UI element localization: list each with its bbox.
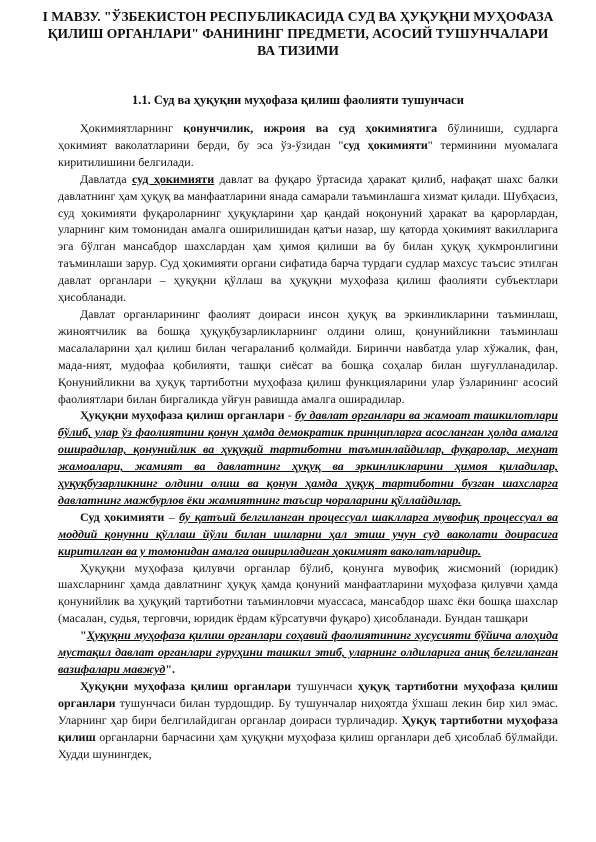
text-run: - xyxy=(284,408,296,423)
paragraph-4 xyxy=(58,407,558,508)
bold-term: Ҳуқуқ тартиботни муҳофаза қилиш xyxy=(58,712,558,744)
paragraph-3 xyxy=(58,306,558,407)
bold-underlined-term: суд ҳокимияти xyxy=(131,171,215,186)
paragraph-1 xyxy=(58,120,558,171)
text-run: " терминини муомалага киритилишини белгилади. xyxy=(58,137,558,169)
definition-text: бу давлат органлари ва жамоат ташкилотлари бўлиб, улар ўз фаолиятини қонун ҳамда демократик принципларга асосланган ҳолда амалга оширадилар, қонунийлик ва ҳуқуқий тартиботни таъминлайдилар, фуқаролар, меҳнат жамоалари, жамият ва давлатнинг ҳуқуқ ва эркинликларини ҳимоя қиладилар, ҳуқуқбузарликнинг олдини олиш ва қонун ҳамда ҳуқуқ тартиботни бузган шахсларга давлатнинг мажбурлов ёки жамиятнинг таъсир чораларини қўллайдилар. xyxy=(58,408,558,507)
text-run: Ҳуқуқни муҳофаза қилувчи органлар бўлиб, қонунга мувофиқ жисмоний (юридик) шахсларнинг ҳамда давлатнинг ҳуқуқ ҳамда қонуний манфаатларини муҳофаза қилувчи ҳамда қонунийлик ва ҳуқуқий тартиботни таъминловчи муассаса, мансабдор шахс ёки бошқа шахслар (масалан, судья, терговчи, юридик ёрдам кўрсатувчи фуқаро) ҳисобланади. Бундан ташқари xyxy=(58,560,558,626)
definition-text: бу қатъий белгиланган процессуал шаклларга мувофиқ процессуал ва моддий қонунни қўллаш йўли билан ишларни ҳал этиш учун суд ваколати доирасига киритилган ва у томонидан амалга ошириладиган ҳокимият ваколатларидир. xyxy=(58,509,559,558)
quoted-definition: Ҳуқуқни муҳофаза қилиш органлари соҳавий фаолиятининг хусусияти бўйича алоҳида мустақил давлат органлари гуруҳини ташкил этиб, уларнинг олдиларига аниқ белгиланган вазифалари мавжуд xyxy=(58,628,558,676)
bold-term: Ҳуқуқни муҳофаза қилиш органлари xyxy=(80,678,292,693)
text-run: Давлатда xyxy=(80,171,132,186)
paragraph-2 xyxy=(58,171,558,306)
text-run: органларни барчасини ҳам ҳуқуқни муҳофаза қилиш органлари деб ҳисоблаб бўлмайди. Худди шунингдек, xyxy=(58,729,558,761)
text-run: – xyxy=(164,509,180,524)
section-title: 1.1. Суд ва ҳуқуқни муҳофаза қилиш фаолияти тушунчаси xyxy=(132,93,464,107)
text-run: давлат ва фуқаро ўртасида ҳаракат қилиб, нафақат шахс балки давлатнинг ҳам ҳуқуқ ва манфаатларини янада самарали таъминлашга хизмат қилади. Шубҳасиз, суд ҳокимияти фуқароларнинг ҳуқуқларини ҳар қандай ноқонуний ҳаракат ва қарорлардан, уларнинг ким томонидан амалга оширилишидан қатъи назар, шу қаторда ҳокимият вакилларига эга бўлган мансабдор шахслардан ҳам ҳимоя қилиши ва бу билан ҳуқуқ ҳукмронлигини таъминлаши зарур. Суд ҳокимияти органи сифатида барча турдаги судлар махсус таъсис этилган давлат органлари – ҳуқуқни қўллаш ва ҳуқуқни муҳофаза қилиш фаолияти субъектлари ҳисобланади. xyxy=(58,171,559,305)
quote-mark: " xyxy=(80,628,87,643)
text-run: тушунчаси билан турдошдир. Бу тушунчалар ниҳоятда ўхшаш лекин бир хил эмас. Уларнинг ҳар бири белгилайдиган органлар доираси турличадир. xyxy=(58,695,558,727)
bold-term: Ҳуқуқни муҳофаза қилиш органлари xyxy=(80,408,285,423)
bold-term: қонунчилик, ижроия ва суд ҳокимиятига xyxy=(183,121,438,135)
text-run: бўлиниши, судларга ҳокимият ваколатларини берди, бу эса ўз-ўзидан " xyxy=(58,121,559,152)
bold-term: Суд ҳокимияти xyxy=(80,509,165,524)
paragraph-7 xyxy=(58,627,558,678)
document-body xyxy=(58,120,558,762)
text-run: Давлат органларининг фаолият доираси инсон ҳуқуқ ва эркинликларини таъминлаш, жиноятчилик ва бошқа ҳуқуқбузарликларнинг олдини олиш, қонунийликни таъминлаш масалаларини ҳал қилиш билан чегараланиб қолмайди. Биринчи навбатда улар хўжалик, фан, мада-ният, мудофаа қобилияти, ташқи сиёсат ва бошқа соҳалар билан шуғулланадилар. Қонунийликни ва ҳуқуқ тартиботни муҳофаза қилиш функцияларини улар ўзларининг асосий фаолиятлари билан биргаликда уйғун равишда амалга оширадилар. xyxy=(58,306,558,406)
paragraph-8 xyxy=(58,678,558,763)
text-run: Ҳокимиятларнинг xyxy=(80,121,184,135)
paragraph-6 xyxy=(58,560,558,628)
chapter-title: I МАВЗУ. "ЎЗБЕКИСТОН РЕСПУБЛИКАСИДА СУД ВА ҲУҚУҚНИ МУҲОФАЗА ҚИЛИШ ОРГАНЛАРИ" ФАНИНИНГ ПРЕДМЕТИ, АСОСИЙ ТУШУНЧАЛАРИ ВА ТИЗИМИ xyxy=(42,9,554,58)
quote-mark: ". xyxy=(165,662,175,676)
text-run: тушунчаси xyxy=(291,678,358,693)
paragraph-5 xyxy=(58,509,558,560)
bold-term: ҳуқуқ тартиботни муҳофаза қилиш органлари xyxy=(58,678,558,710)
bold-term: суд ҳокимияти xyxy=(343,137,428,152)
